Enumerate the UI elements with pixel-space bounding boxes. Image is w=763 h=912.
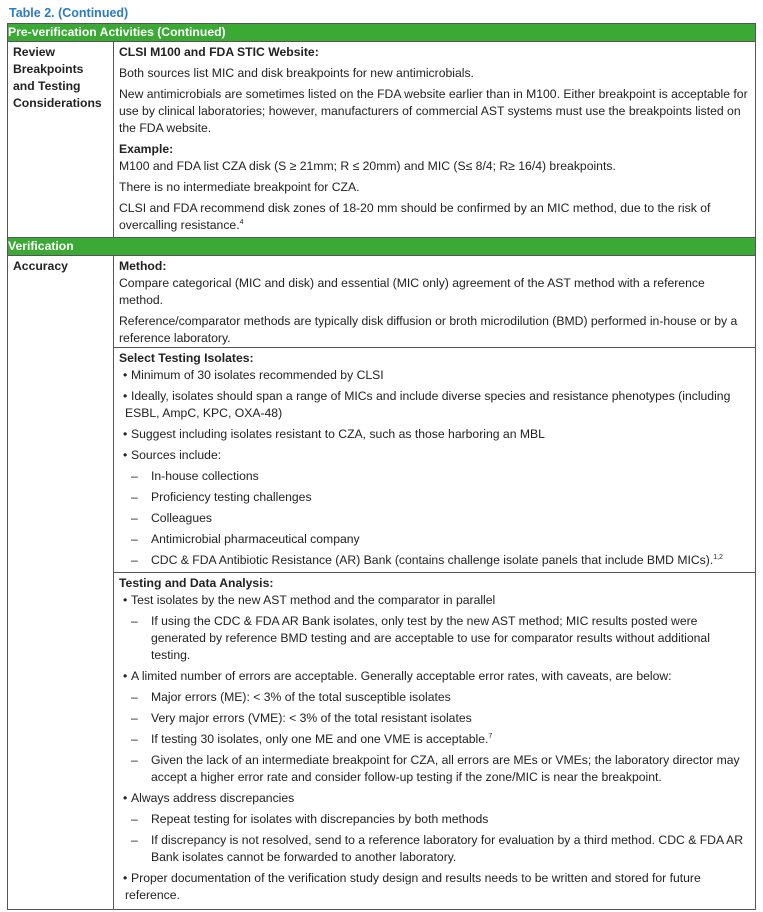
list-item: • Suggest including isolates resistant to CZA, such as those harboring an MBL	[119, 426, 750, 443]
list-item: • Ideally, isolates should span a range of MICs and include diverse species and resistance phenotypes (including ESBL, AmpC, KPC, OXA-48)	[119, 388, 750, 422]
sub-list-item: – If using the CDC & FDA AR Bank isolates, only test by the new AST method; MIC results posted were generated by reference BMD testing and are acceptable to use for comparator results without additional testing.	[129, 613, 750, 664]
review-paragraph-2: New antimicrobials are sometimes listed on the FDA website earlier than in M100. Either breakpoint is acceptable for use by clinical laboratories; however, manufacturers of commercial AST systems must use the breakpoints listed on the FDA website.	[119, 87, 748, 135]
row-label-accuracy: Accuracy	[8, 256, 114, 910]
list-item: • Minimum of 30 isolates recommended by CLSI	[119, 367, 750, 384]
review-heading: CLSI M100 and FDA STIC Website:	[119, 45, 319, 59]
table-row	[8, 256, 756, 910]
sub-list-item: – Given the lack of an intermediate breakpoint for CZA, all errors are MEs or VMEs; the laboratory director may accept a higher error rate and consider follow-up testing if the zone/MIC is near the breakpoint.	[129, 752, 750, 786]
example-heading: Example:	[119, 142, 174, 156]
table-row	[8, 42, 756, 238]
verification-table	[7, 23, 756, 910]
list-item: • Always address discrepancies	[119, 790, 750, 807]
example-line-3: CLSI and FDA recommend disk zones of 18-20 mm should be confirmed by an MIC method, due to the risk of overcalling resistance.$^4$	[119, 201, 711, 232]
row-label-review: Review Breakpoints and Testing Considerations	[8, 42, 114, 238]
sub-list-item: – Proficiency testing challenges	[129, 489, 750, 506]
method-heading: Method:	[119, 259, 167, 273]
review-cell	[114, 42, 756, 238]
sub-list-item: – Very major errors (VME): < 3% of the total resistant isolates	[129, 710, 750, 727]
accuracy-cell	[114, 256, 756, 910]
review-paragraph-1: Both sources list MIC and disk breakpoints for new antimicrobials.	[119, 66, 474, 80]
sub-list-item: – In-house collections	[129, 468, 750, 485]
list-item: • Sources include:	[119, 447, 750, 464]
reference-superscript: 4	[239, 218, 244, 226]
list-item: • Proper documentation of the verification study design and results needs to be written and stored for future reference.	[119, 870, 750, 904]
method-paragraph-1: Compare categorical (MIC and disk) and essential (MIC only) agreement of the AST method with a reference method.	[119, 276, 705, 307]
sub-list-item: – Antimicrobial pharmaceutical company	[129, 531, 750, 548]
list-item: • A limited number of errors are acceptable. Generally acceptable error rates, with caveats, are below:	[119, 668, 750, 685]
data-analysis-block	[114, 572, 755, 909]
reference-superscript: 7	[488, 732, 493, 740]
sub-list-item: – Repeat testing for isolates with discrepancies by both methods	[129, 811, 750, 828]
analysis-heading: Testing and Data Analysis:	[119, 576, 274, 590]
example-line-2: There is no intermediate breakpoint for CZA.	[119, 180, 360, 194]
list-item: • Test isolates by the new AST method and the comparator in parallel	[119, 592, 750, 609]
sub-list-item: – If testing 30 isolates, only one ME and one VME is acceptable.$^7$	[129, 731, 750, 748]
section-header-pre-verification: Pre-verification Activities (Continued)	[8, 24, 756, 42]
sub-list-item: – If discrepancy is not resolved, send to a reference laboratory for evaluation by a third method. CDC & FDA AR Bank isolates cannot be forwarded to another laboratory.	[129, 832, 750, 866]
section-header-verification: Verification	[8, 238, 756, 256]
reference-superscript: 1,2	[713, 553, 723, 561]
sub-list-item: – CDC & FDA Antibiotic Resistance (AR) Bank (contains challenge isolate panels that include BMD MICs).$^{1,2}$	[129, 552, 750, 569]
sub-list-item: – Colleagues	[129, 510, 750, 527]
example-line-1: M100 and FDA list CZA disk (S ≥ 21mm; R ≤ 20mm) and MIC (S≤ 8/4; R≥ 16/4) breakpoints.	[119, 159, 616, 173]
table-caption: Table 2. (Continued)	[9, 6, 129, 20]
sub-list-item: – Major errors (ME): < 3% of the total susceptible isolates	[129, 689, 750, 706]
select-isolates-block	[114, 347, 755, 572]
isolates-heading: Select Testing Isolates:	[119, 351, 254, 365]
method-paragraph-2: Reference/comparator methods are typically disk diffusion or broth microdilution (BMD) performed in-house or by a reference laboratory.	[119, 314, 738, 345]
